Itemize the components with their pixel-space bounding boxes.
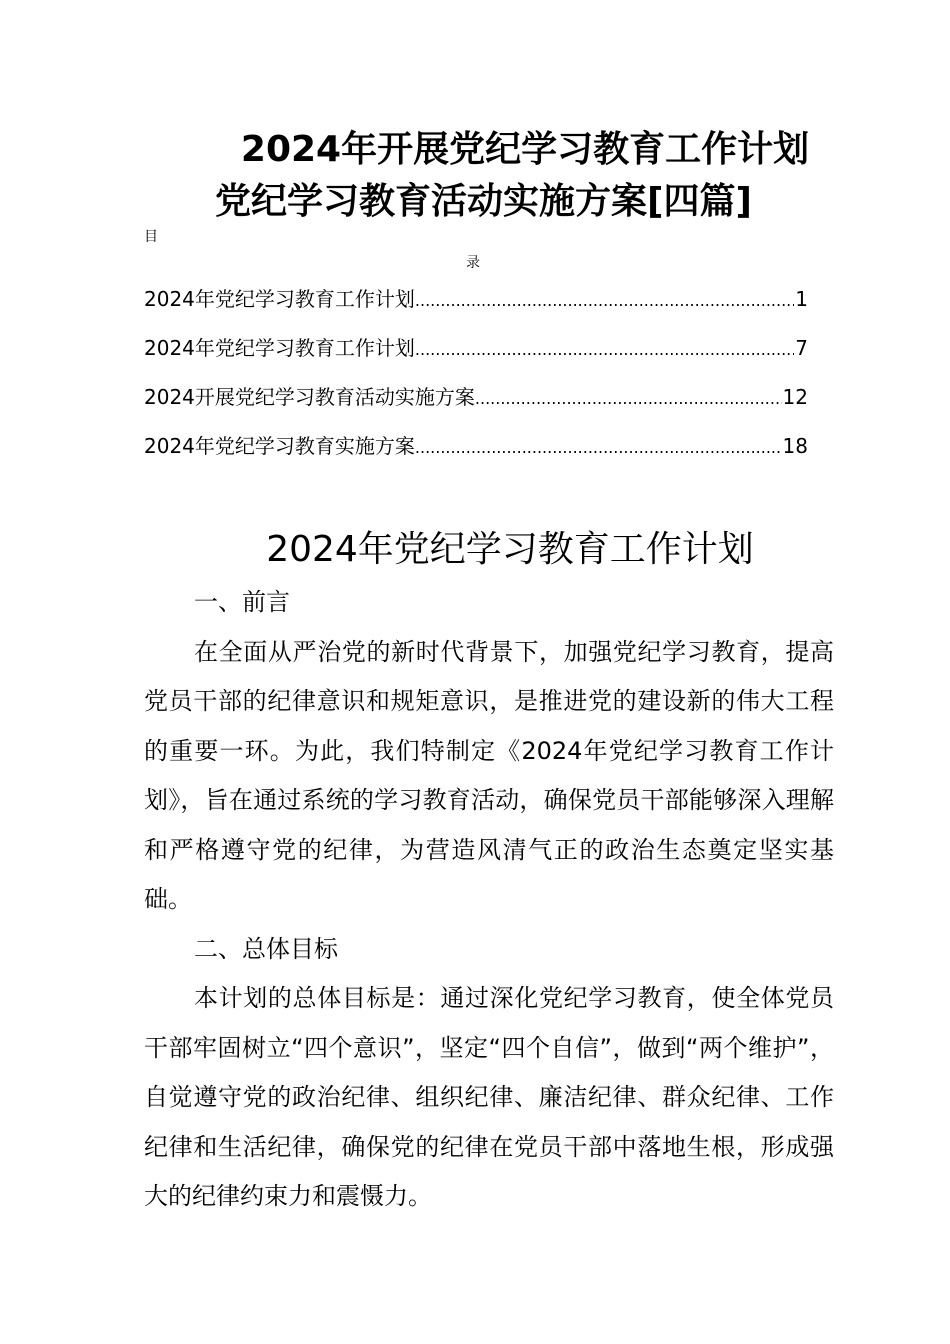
toc-entry[interactable] [144, 382, 808, 431]
toc-leader-dots [415, 433, 782, 463]
toc-leader-dots [475, 384, 782, 414]
section-body [144, 578, 834, 1222]
toc-entry-page: 1 [795, 287, 808, 311]
toc-entry-text: 2024开展党纪学习教育活动实施方案 [144, 385, 475, 409]
document-title-line-1: 2024年开展党纪学习教育工作计划 [240, 129, 810, 170]
toc-entry[interactable] [144, 431, 808, 480]
section-heading-overall-goal: 二、总体目标 [194, 934, 338, 963]
paragraph-foreword: 在全面从严治党的新时代背景下，加强党纪学习教育，提高党员干部的纪律意识和规矩意识，是推进党的建设新的伟大工程的重要一环。为此，我们特制定《2024年党纪学习教育工作计划》，旨在通过系统的学习教育活动，确保党员干部能够深入理解和严格遵守党的纪律，为营造风清气正的政治生态奠定坚实基础。 [144, 637, 834, 913]
document-title-line-2: 党纪学习教育活动实施方案[四篇] [215, 181, 752, 222]
toc-entry-page: 7 [795, 336, 808, 360]
toc-label-lu: 录 [466, 255, 480, 271]
toc-entry[interactable] [144, 333, 808, 382]
toc-label-mu: 目 [144, 229, 158, 245]
section-heading-foreword: 一、前言 [194, 588, 290, 616]
toc-entry-text: 2024年党纪学习教育工作计划 [144, 336, 415, 360]
toc-leader-dots [415, 335, 794, 365]
paragraph-overall-goal: 本计划的总体目标是：通过深化党纪学习教育，使全体党员干部牢固树立“四个意识”，坚定“四个自信”，做到“两个维护”，自觉遵守党的政治纪律、组织纪律、廉洁纪律、群众纪律、工作纪律和生活纪律，确保党的纪律在党员干部中落地生根，形成强大的纪律约束力和震慑力。 [144, 984, 834, 1210]
toc-entry-page: 12 [782, 385, 808, 409]
toc-entry-page: 18 [782, 434, 808, 458]
section-title: 2024年党纪学习教育工作计划 [266, 529, 754, 570]
toc-entry-text: 2024年党纪学习教育实施方案 [144, 434, 415, 458]
toc-entry-text: 2024年党纪学习教育工作计划 [144, 287, 415, 311]
toc-entry[interactable] [144, 284, 808, 333]
table-of-contents [144, 284, 808, 480]
toc-leader-dots [415, 286, 794, 316]
